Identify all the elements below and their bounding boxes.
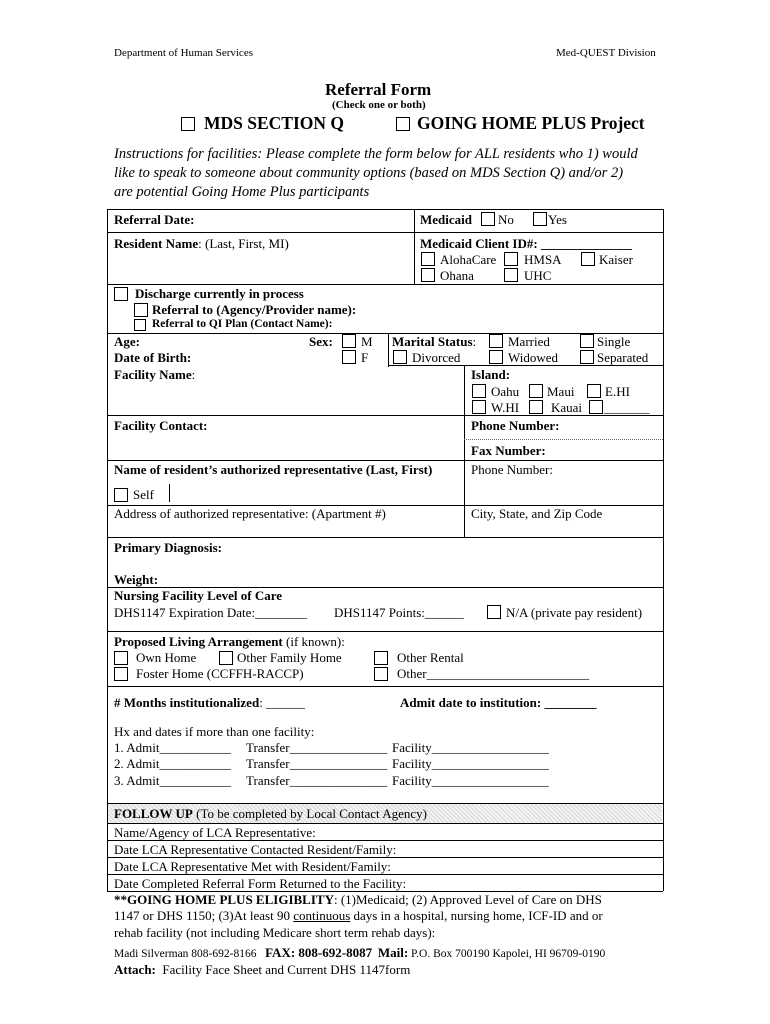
proposed-living-label: Proposed Living Arrangement (if known): [114,634,345,649]
maui-checkbox[interactable] [529,384,543,398]
whi-label: W.HI [491,400,520,415]
self-label: Self [133,487,154,502]
hx-transfer-3[interactable]: Transfer_______________ [246,773,388,788]
eligibility-line-1: **GOING HOME PLUS ELIGIBLITY: (1)Medicaid; (2) Approved Level of Care on DHS [114,892,602,907]
followup-row: Name/Agency of LCA Representative: [114,825,316,840]
medicaid-yes-checkbox[interactable] [533,212,547,226]
na-private-pay-label: N/A (private pay resident) [506,605,643,620]
medicaid-client-id-label: Medicaid Client ID#: ______________ [420,236,632,251]
island-label: Island: [471,367,511,382]
hx-facility-2[interactable]: Facility__________________ [392,756,549,771]
age-label: Age: [114,334,140,349]
single-checkbox[interactable] [580,334,594,348]
hmsa-label: HMSA [524,252,562,267]
referral-agency-label: Referral to (Agency/Provider name): [152,302,357,317]
sex-m-checkbox[interactable] [342,334,356,348]
medicaid-yes-label: Yes [548,212,567,227]
admit-date-field[interactable]: Admit date to institution: ________ [400,695,597,710]
self-checkbox[interactable] [114,488,128,502]
separated-label: Separated [597,350,649,365]
hmsa-checkbox[interactable] [504,252,518,266]
kauai-label: Kauai [551,400,583,415]
form-title: Referral Form [325,80,432,99]
ohana-label: Ohana [440,268,474,283]
na-private-pay-checkbox[interactable] [487,605,501,619]
mds-section-q-checkbox[interactable] [181,117,195,131]
hx-transfer-1[interactable]: Transfer_______________ [246,740,388,755]
other-arrangement-checkbox[interactable] [374,667,388,681]
own-home-label: Own Home [136,650,197,665]
sex-f-checkbox[interactable] [342,350,356,364]
foster-home-checkbox[interactable] [114,667,128,681]
discharge-checkbox[interactable] [114,287,128,301]
dhs1147-points-field[interactable]: DHS1147 Points:______ [334,605,464,620]
island-other-line[interactable]: _______ [604,400,650,415]
facility-contact-label: Facility Contact: [114,418,208,433]
sex-label: Sex: [309,334,333,349]
kauai-checkbox[interactable] [529,400,543,414]
hx-label: Hx and dates if more than one facility: [114,724,315,739]
referral-qi-label: Referral to QI Plan (Contact Name): [152,318,333,330]
married-label: Married [508,334,550,349]
authorized-rep-label: Name of resident’s authorized representative (Last, First) [114,462,433,477]
dhs1147-expiration-field[interactable]: DHS1147 Expiration Date:________ [114,605,308,620]
oahu-checkbox[interactable] [472,384,486,398]
ehi-checkbox[interactable] [587,384,601,398]
weight-label: Weight: [114,572,159,587]
hx-facility-3[interactable]: Facility__________________ [392,773,549,788]
medicaid-label: Medicaid [420,212,472,227]
ohana-checkbox[interactable] [421,268,435,282]
referral-agency-checkbox[interactable] [134,303,148,317]
medicaid-no-checkbox[interactable] [481,212,495,226]
city-state-zip-label: City, State, and Zip Code [471,506,603,521]
marital-status-label: Marital Status: [392,334,477,349]
phone-number-label: Phone Number: [471,418,560,433]
fax-number-label: Fax Number: [471,443,546,458]
attach-line: Attach: Facility Face Sheet and Current DHS 1147form [114,962,411,977]
other-family-home-checkbox[interactable] [219,651,233,665]
months-institutionalized-field[interactable]: # Months institutionalized: ______ [114,695,306,710]
eligibility-line-2: 1147 or DHS 1150; (3)At least 90 continuous days in a hospital, nursing home, ICF-ID and or [114,908,603,923]
followup-row: Date LCA Representative Met with Resident/Family: [114,859,391,874]
own-home-checkbox[interactable] [114,651,128,665]
hx-facility-1[interactable]: Facility__________________ [392,740,549,755]
divorced-label: Divorced [412,350,461,365]
uhc-label: UHC [524,268,552,283]
alohacare-checkbox[interactable] [421,252,435,266]
other-rental-checkbox[interactable] [374,651,388,665]
sex-m-label: M [361,334,373,349]
divorced-checkbox[interactable] [393,350,407,364]
going-home-plus-label: GOING HOME PLUS Project [417,113,645,133]
other-arrangement-field[interactable]: Other_________________________ [397,666,590,681]
rep-address-label: Address of authorized representative: (Apartment #) [114,506,386,521]
going-home-plus-checkbox[interactable] [396,117,410,131]
uhc-checkbox[interactable] [504,268,518,282]
kaiser-label: Kaiser [599,252,633,267]
sex-f-label: F [361,350,369,365]
hx-admit-1[interactable]: 1. Admit___________ [114,740,232,755]
island-other-checkbox[interactable] [589,400,603,414]
kaiser-checkbox[interactable] [581,252,595,266]
resident-name-field[interactable]: Resident Name: (Last, First, MI) [114,236,289,251]
oahu-label: Oahu [491,384,520,399]
facility-name-label: Facility Name: [114,367,196,382]
rep-phone-label: Phone Number: [471,462,553,477]
self-divider [169,484,170,502]
eligibility-line-3: rehab facility (not including Medicare short term rehab days): [114,925,436,940]
ehi-label: E.HI [605,384,630,399]
followup-row: Date LCA Representative Contacted Resident/Family: [114,842,397,857]
nf-level-of-care-label: Nursing Facility Level of Care [114,588,283,603]
mds-section-q-label: MDS SECTION Q [204,113,345,133]
hx-admit-2[interactable]: 2. Admit___________ [114,756,232,771]
referral-qi-checkbox[interactable] [134,319,146,331]
single-label: Single [597,334,631,349]
header-department: Department of Human Services [114,47,253,59]
married-checkbox[interactable] [489,334,503,348]
maui-label: Maui [547,384,575,399]
referral-date-label: Referral Date: [114,212,195,227]
widowed-label: Widowed [508,350,559,365]
alohacare-label: AlohaCare [440,252,497,267]
contact-line: Madi Silverman 808-692-8166 FAX: 808-692-8087 Mail: P.O. Box 700190 Kapolei, HI 96709-0190 [114,945,606,960]
other-rental-label: Other Rental [397,650,464,665]
discharge-label: Discharge currently in process [135,286,304,301]
separated-checkbox[interactable] [580,350,594,364]
hx-transfer-2[interactable]: Transfer_______________ [246,756,388,771]
widowed-checkbox[interactable] [489,350,503,364]
form-subtitle: (Check one or both) [332,99,426,111]
foster-home-label: Foster Home (CCFFH-RACCP) [136,666,304,681]
primary-diagnosis-label: Primary Diagnosis: [114,540,222,555]
dob-label: Date of Birth: [114,350,192,365]
hx-admit-3[interactable]: 3. Admit___________ [114,773,232,788]
instructions: Instructions for facilities: Please complete the form below for ALL residents who 1) would like to speak to someone about community options (based on MDS Section Q) and/or 2) are potential Going Home Plus participants [114,146,638,200]
whi-checkbox[interactable] [472,400,486,414]
followup-row: Date Completed Referral Form Returned to the Facility: [114,876,407,891]
medicaid-no-label: No [498,212,514,227]
followup-header: FOLLOW UP (To be completed by Local Contact Agency) [114,806,427,821]
other-family-home-label: Other Family Home [237,650,342,665]
header-division: Med-QUEST Division [556,47,656,59]
